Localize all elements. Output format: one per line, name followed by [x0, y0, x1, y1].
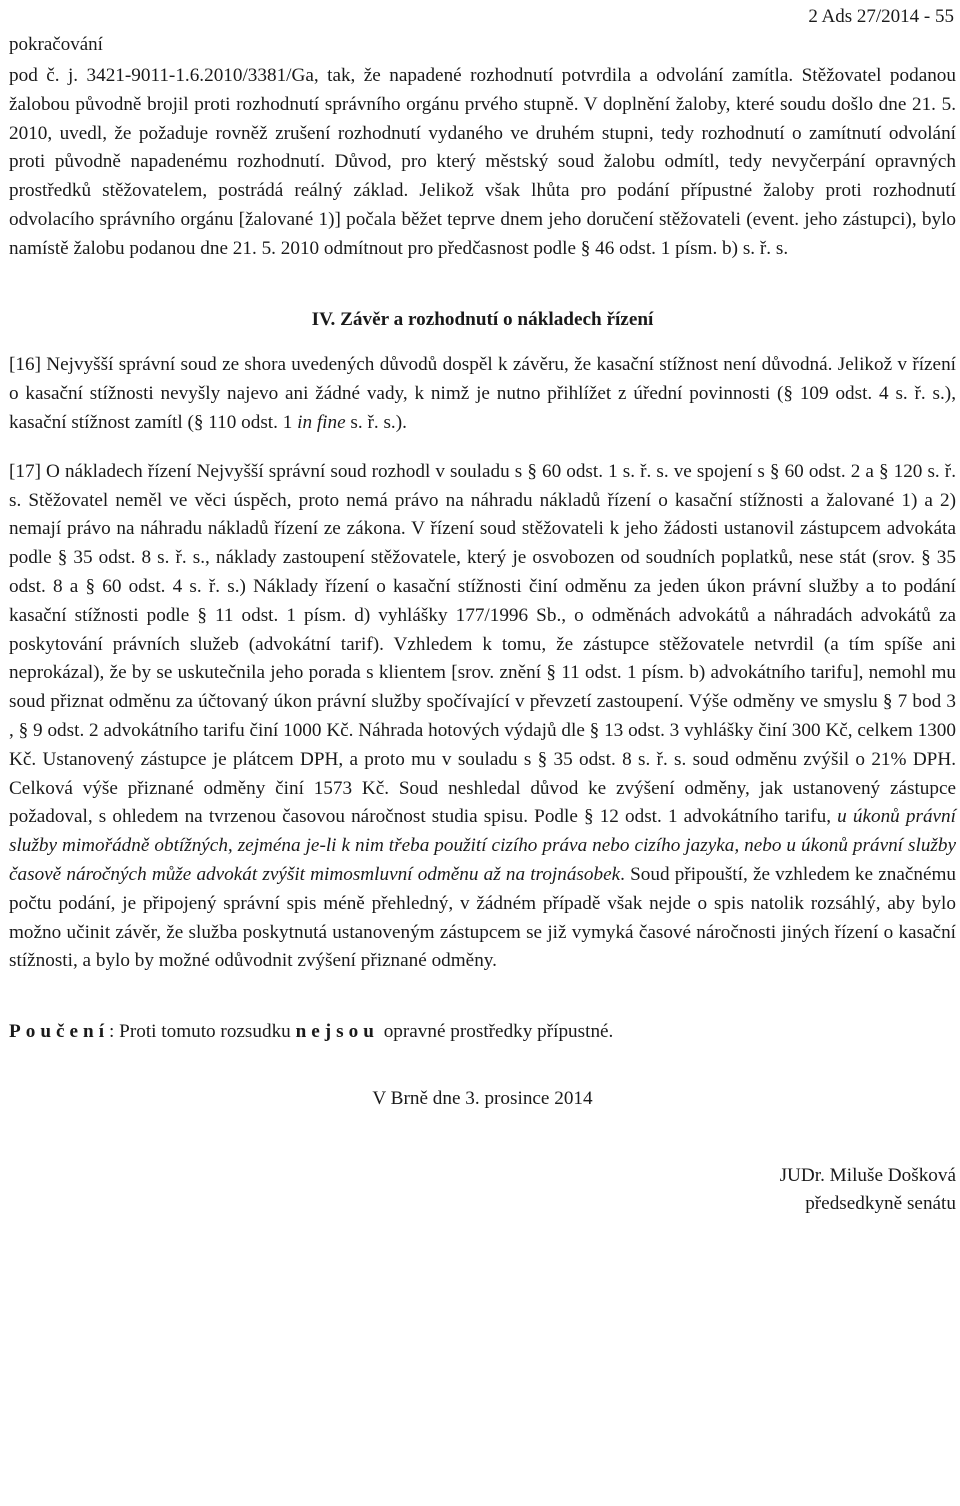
paragraph-16 — [9, 351, 956, 437]
paragraph-17 — [9, 458, 956, 976]
paragraph-17-text: [17] O nákladech řízení Nejvyšší správní soud rozhodl v souladu s § 60 odst. 1 s. ř. s. ve spojení s § 60 odst. 2 a § 120 s. ř. s. Stěžovatel neměl ve věci úspěch, proto nemá právo na náhradu nákladů řízení o kasační stížnosti a žalované 1) a 2) nemají právo na náhradu nákladů řízení ze zákona. V řízení soud stěžovateli k jeho žádosti ustanovil zástupcem advokáta podle § 35 odst. 8 s. ř. s., náklady zastoupení stěžovatele, který je osvobozen od soudních poplatků, nese stát (srov. § 35 odst. 8 a § 60 odst. 4 s. ř. s.) Náklady řízení o kasační stížnosti činí odměnu za jeden úkon právní služby a to podání kasační stížnosti podle § 11 odst. 1 písm. d) vyhlášky 177/1996 Sb., o odměnách advokátů a náhradách advokátů za poskytování právních služeb (advokátní tarif). Vzhledem k tomu, že zástupce stěžovatele netvrdil (a tím spíše ani neprokázal), že by se uskutečnila jeho porada s klientem [srov. znění § 11 odst. 1 písm. b) advokátního tarifu], nemohl mu soud přiznat odměnu za účtovaný úkon právní služby spočívající v převzetí zastoupení. Výše odměny ve smyslu § 7 bod 3 , § 9 odst. 2 advokátního tarifu činí 1000 Kč. Náhrada hotových výdajů dle § 13 odst. 3 vyhlášky činí 300 Kč, celkem 1300 Kč. Ustanovený zástupce je plátcem DPH, a proto mu v souladu s § 35 odst. 8 s. ř. s. soud odměnu zvýšil o 21% DPH. Celková výše přiznané odměny činí 1573 Kč. Soud neshledal důvod ke zvýšení odměny, jak ustanovený zástupce požadoval, s ohledem na tvrzenou časovou náročnost studia spisu. Podle § 12 odst. 1 advokátního tarifu, — [9, 460, 956, 828]
paragraph-16-end: s. ř. s.). — [345, 411, 407, 433]
instruction-text-2: opravné prostředky přípustné. — [378, 1021, 614, 1043]
instruction-text-1: : Proti tomuto rozsudku — [109, 1021, 296, 1043]
signature-name: JUDr. Miluše Došková — [779, 1164, 956, 1186]
paragraph-17-italic: u úkonů právní služby mimořádně obtížných, zejména je-li k nim třeba použití cizího práva nebo cizího jazyka, nebo u úkonů právní služby časově náročných může advokát zvýšit mimosmluvní odměnu až na trojnásobek — [9, 806, 956, 885]
signature-block — [9, 1162, 956, 1218]
continuation-label: pokračování — [9, 34, 103, 55]
date-line: V Brně dne 3. prosince 2014 — [372, 1087, 593, 1109]
section-heading: IV. Závěr a rozhodnutí o nákladech řízení — [311, 308, 654, 330]
paragraph-16-text: [16] Nejvyšší správní soud ze shora uvedených důvodů dospěl k závěru, že kasační stížnost není důvodná. Jelikož v řízení o kasační stížnosti nevyšly najevo ani žádné vady, k nimž je nutno přihlížet z úřední povinnosti (§ 109 odst. 4 s. ř. s.), kasační stížnost zamítl (§ 110 odst. 1 — [9, 354, 956, 433]
instruction-label: Poučení — [9, 1021, 110, 1043]
signature-role: předsedkyně senátu — [805, 1192, 956, 1214]
document-body — [9, 62, 956, 1218]
instruction-emphasis: nejsou — [295, 1021, 379, 1043]
legal-instruction — [9, 1018, 956, 1047]
paragraph-17-end: . Soud připouští, že vzhledem ke značnému počtu podání, je připojený správní spis méně přehledný, v žádném případě však nejde o spis natolik rozsáhlý, aby bylo možno učinit závěr, že služba poskytnutá ustanoveným zástupcem se již vymyká časové náročnosti jiných řízení o kasační stížnosti, a bylo by možné odůvodnit zvýšení přiznané odměny. — [9, 863, 956, 972]
paragraph-continuation: pod č. j. 3421-9011-1.6.2010/3381/Ga, tak, že napadené rozhodnutí potvrdila a odvolání zamítla. Stěžovatel podanou žalobou původně brojil proti rozhodnutí správního orgánu prvého stupně. V doplnění žaloby, které soudu došlo dne 21. 5. 2010, uvedl, že požaduje rovněž zrušení rozhodnutí vydaného ve druhém stupni, tedy rozhodnutí o zamítnutí odvolání proti původně napadenému rozhodnutí. Důvod, pro který městský soud žalobu odmítl, tedy nevyčerpání opravných prostředků stěžovatelem, postrádá reálný základ. Jelikož však lhůta pro podání přípustné žaloby proti rozhodnutí odvolacího správního orgánu [žalované 1)] počala běžet teprve dnem jeho doručení stěžovateli (event. jeho zástupci), bylo namístě žalobu podanou dne 21. 5. 2010 odmítnout pro předčasnost podle § 46 odst. 1 písm. b) s. ř. s. — [9, 65, 956, 259]
paragraph-16-italic: in fine — [297, 411, 346, 433]
case-reference: 2 Ads 27/2014 - 55 — [808, 6, 954, 27]
